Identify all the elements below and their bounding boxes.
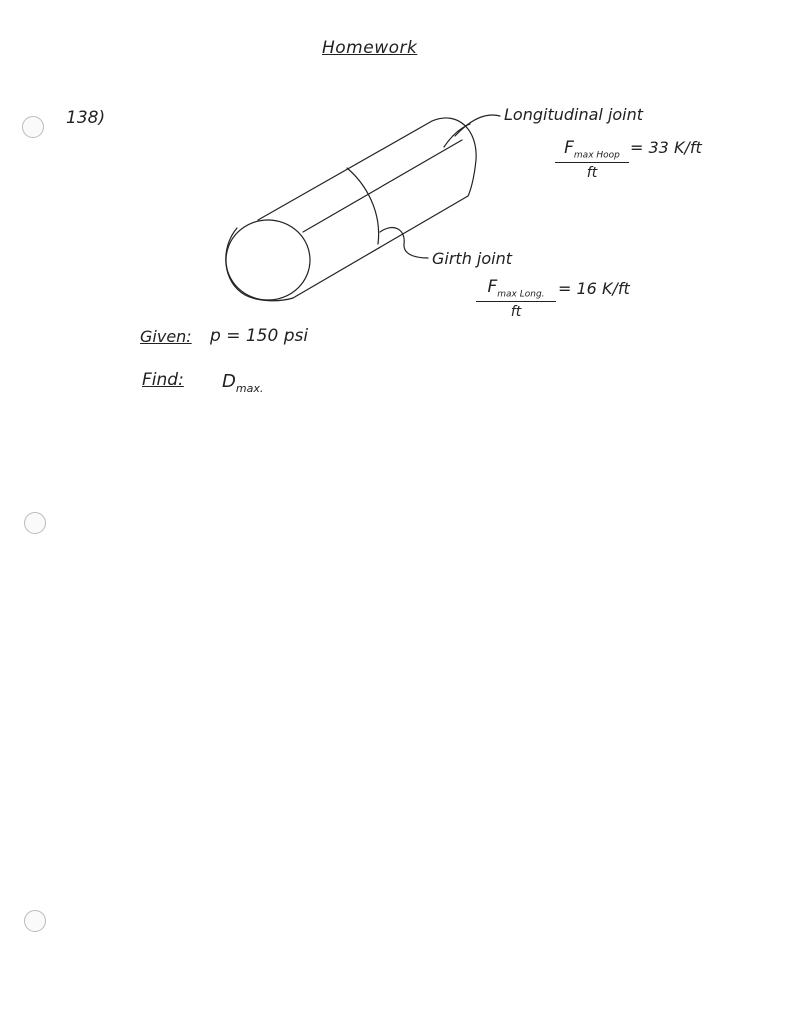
fraction-bar <box>476 301 556 302</box>
long-force-denominator: ft <box>510 304 522 321</box>
find-value: $D_{max.}$ <box>222 371 264 395</box>
fraction-bar <box>555 162 629 163</box>
hoop-force-fraction <box>555 138 629 181</box>
long-force-value: = 16 K/ft <box>558 279 630 298</box>
long-force-numerator: $F_{max Long.}$ <box>487 277 545 300</box>
cylinder-bottom-edge <box>293 196 468 298</box>
problem-number: 138) <box>66 108 106 128</box>
find-subscript: max. <box>235 382 264 395</box>
cylinder-center-seam <box>303 140 462 232</box>
given-label: Given: <box>140 327 192 346</box>
longitudinal-joint-label: Longitudinal joint <box>504 105 644 124</box>
hoop-force-denominator: ft <box>586 165 598 182</box>
hoop-force-subscript: max Hoop <box>573 150 620 161</box>
girth-joint-label: Girth joint <box>432 249 513 268</box>
longitudinal-leader <box>455 115 500 136</box>
long-force-fraction <box>476 277 556 320</box>
hoop-force-value: = 33 K/ft <box>630 138 702 157</box>
cylinder-back-end <box>432 118 476 196</box>
hoop-force-numerator: $F_{max Hoop}$ <box>564 138 620 161</box>
cylinder-front-rim <box>226 228 293 301</box>
long-force-subscript: max Long. <box>497 289 545 300</box>
given-value: p = 150 psi <box>210 326 309 346</box>
girth-joint-line <box>347 168 379 244</box>
find-label: Find: <box>142 370 184 390</box>
page-title: Homework <box>322 38 418 58</box>
cylinder-front-end <box>226 220 310 300</box>
cylinder-top-edge <box>258 121 432 220</box>
